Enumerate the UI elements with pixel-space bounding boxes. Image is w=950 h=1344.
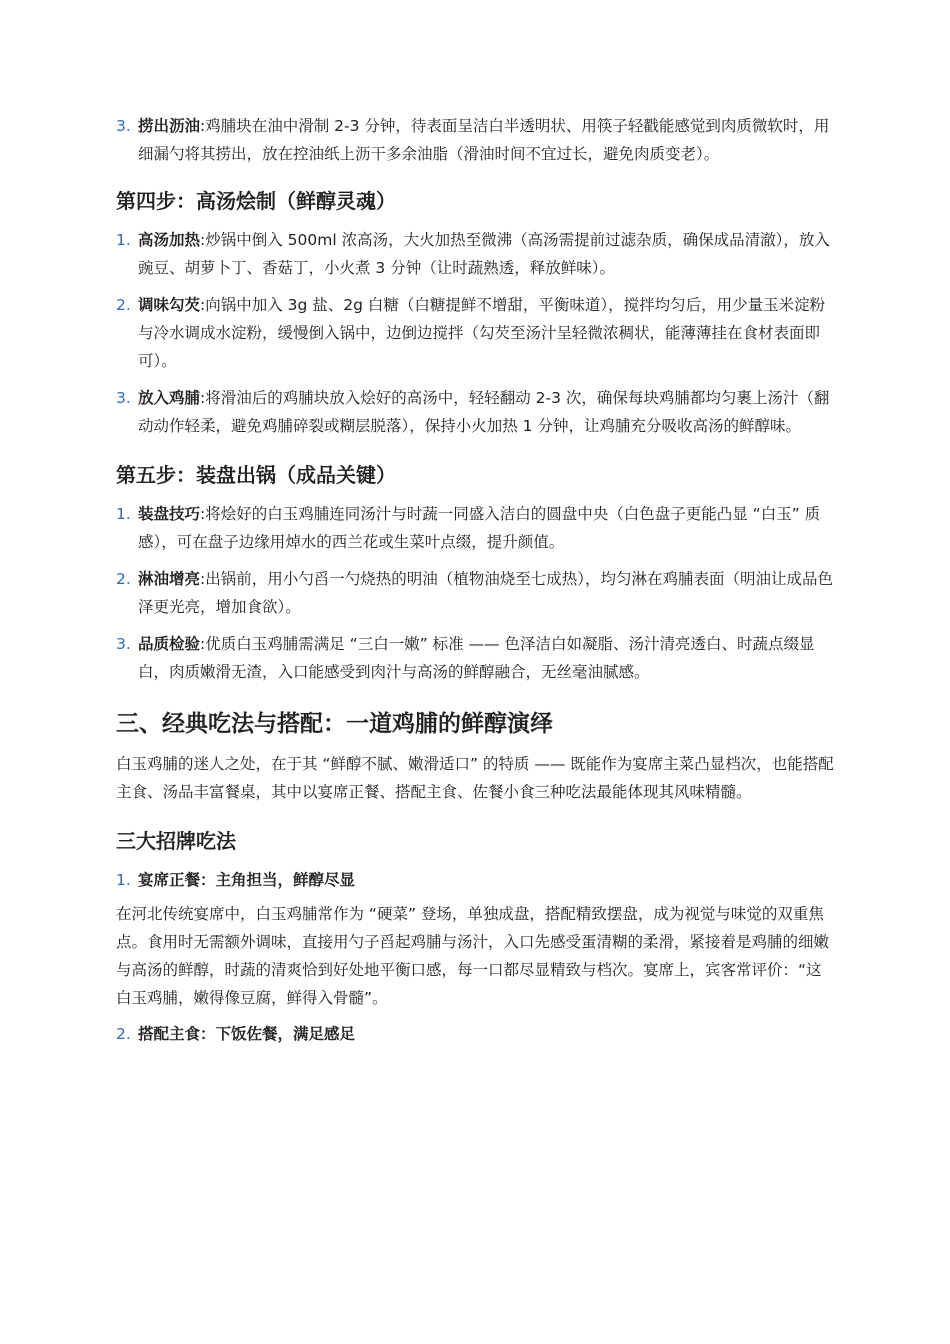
item-title: 品质检验 [138,635,201,653]
step5-list [116,500,836,686]
method-1-text: 在河北传统宴席中，白玉鸡脯常作为 “硬菜” 登场，单独成盘，搭配精致摆盘，成为视觉与味觉的双重焦点。食用时无需额外调味，直接用勺子舀起鸡脯与汤汁，入口先感受蛋清糊的柔滑，紧接着是鸡脯的细嫩与高汤的鲜醇，时蔬的清爽恰到好处地平衡口感，每一口都尽显精致与档次。宴席上，宾客常评价：“这白玉鸡脯，嫩得像豆腐，鲜得入骨髓”。 [116,905,830,1007]
list-item [116,112,836,168]
item-separator: : [200,389,206,407]
list-number: 3. [116,117,131,135]
item-text: 优质白玉鸡脯需满足 “三白一嫩” 标准 —— 色泽洁白如凝脂、汤汁清亮透白、时蔬点缀显白，肉质嫩滑无渣，入口能感受到肉汁与高汤的鲜醇融合，无丝毫油腻感。 [138,635,815,681]
three-methods-heading: 三大招牌吃法 [116,829,236,853]
item-text: 炒锅中倒入 500ml 浓高汤，大火加热至微沸（高汤需提前过滤杂质，确保成品清澈），放入豌豆、胡萝卜丁、香菇丁，小火煮 3 分钟（让时蔬熟透，释放鲜味）。 [138,231,830,277]
section3-heading: 三、经典吃法与搭配：一道鸡脯的鲜醇演绎 [116,711,553,737]
item-text: 将滑油后的鸡脯块放入烩好的高汤中，轻轻翻动 2-3 次，确保每块鸡脯都均匀裹上汤汁（翻动动作轻柔，避免鸡脯碎裂或糊层脱落），保持小火加热 1 分钟，让鸡脯充分吸收高汤的鲜醇味。 [138,389,830,435]
list-number: 1. [116,505,131,523]
item-text: 出锅前，用小勺舀一勺烧热的明油（植物油烧至七成热），均匀淋在鸡脯表面（明油让成品色泽更光亮，增加食欲）。 [138,570,834,616]
method-title-text: 宴席正餐：主角担当，鲜醇尽显 [138,871,356,889]
list-item [116,500,836,556]
list-item [116,384,836,440]
item-text: 鸡脯块在油中滑制 2-3 分钟，待表面呈洁白半透明状、用筷子轻戳能感觉到肉质微软时，用细漏勺将其捞出，放在控油纸上沥干多余油脂（滑油时间不宜过长，避免肉质变老）。 [138,117,830,163]
method-title-text: 搭配主食：下饭佐餐，满足感足 [138,1025,356,1043]
list-number: 2. [116,1025,131,1043]
section3-intro: 白玉鸡脯的迷人之处，在于其 “鲜醇不腻、嫩滑适口” 的特质 —— 既能作为宴席主菜凸显档次，也能搭配主食、汤品丰富餐桌，其中以宴席正餐、搭配主食、佐餐小食三种吃法最能体现其风味精髓。 [116,755,834,801]
list-item [116,565,836,621]
item-separator: : [200,296,206,314]
step5-heading: 第五步：装盘出锅（成品关键） [116,463,396,487]
item-title: 放入鸡脯 [138,389,201,407]
list-item [116,291,836,375]
list-number: 2. [116,570,131,588]
item-title: 捞出沥油 [138,117,201,135]
item-title: 高汤加热 [138,231,201,249]
item-separator: : [200,505,206,523]
list-item [116,226,836,282]
item-separator: : [200,231,206,249]
item-separator: : [200,570,206,588]
item-title: 淋油增亮 [138,570,201,588]
item-title: 调味勾芡 [138,296,201,314]
list-number: 1. [116,231,131,249]
step4-heading: 第四步：高汤烩制（鲜醇灵魂） [116,189,396,213]
method-2-title [116,1020,836,1048]
list-item [116,630,836,686]
step3-list [116,112,836,168]
item-separator: : [200,117,206,135]
document-page [116,112,836,1054]
item-title: 装盘技巧 [138,505,201,523]
item-text: 将烩好的白玉鸡脯连同汤汁与时蔬一同盛入洁白的圆盘中央（白色盘子更能凸显 “白玉” 质感），可在盘子边缘用焯水的西兰花或生菜叶点缀，提升颜值。 [138,505,821,551]
list-number: 3. [116,389,131,407]
step4-list [116,226,836,440]
method-1-title [116,866,836,894]
item-separator: : [200,635,206,653]
list-number: 2. [116,296,131,314]
list-number: 3. [116,635,131,653]
list-number: 1. [116,871,131,889]
item-text: 向锅中加入 3g 盐、2g 白糖（白糖提鲜不增甜，平衡味道），搅拌均匀后，用少量玉米淀粉与冷水调成水淀粉，缓慢倒入锅中，边倒边搅拌（勾芡至汤汁呈轻微浓稠状，能薄薄挂在食材表面即可）。 [138,296,826,370]
